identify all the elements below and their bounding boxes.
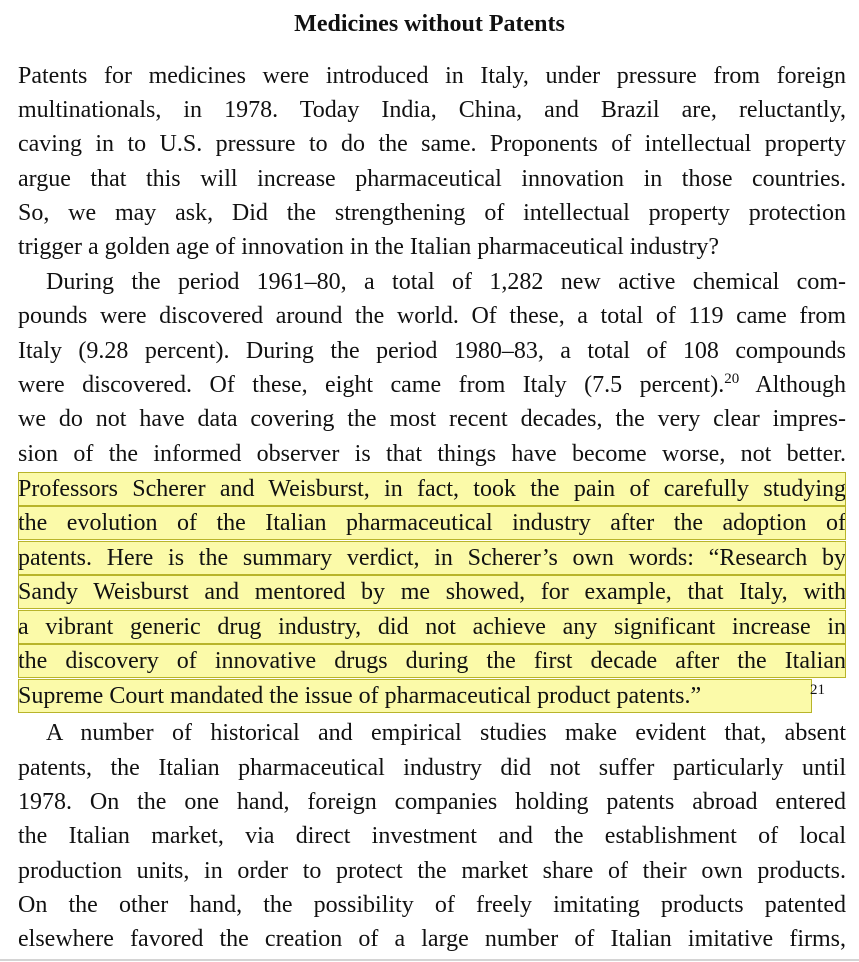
paragraph-3-line: A number of historical and empirical studies make evident that, absent — [46, 720, 846, 746]
highlighted-line: a vibrant generic drug industry, did not achieve any significant increase in — [18, 610, 846, 644]
highlighted-line: patents. Here is the summary verdict, in Scherer’s own words: “Research by — [18, 541, 846, 575]
highlighted-line: Professors Scherer and Weisburst, in fact, took the pain of carefully studying — [18, 472, 846, 506]
paragraph-3-line: patents, the Italian pharmaceutical industry did not suffer particularly until — [18, 755, 846, 781]
paragraph-3-line: elsewhere favored the creation of a large number of Italian imitative firms, — [18, 926, 846, 952]
paragraph-3-line: production units, in order to protect the market share of their own products. — [18, 858, 846, 884]
paragraph-1-line: Patents for medicines were introduced in Italy, under pressure from foreign — [18, 63, 846, 89]
highlighted-line: the evolution of the Italian pharmaceutical industry after the adoption of — [18, 506, 846, 540]
highlighted-line: Sandy Weisburst and mentored by me showed, for example, that Italy, with — [18, 575, 846, 609]
paragraph-2-text: were discovered. Of these, eight came from Italy (7.5 percent). — [18, 372, 725, 398]
section-title: Medicines without Patents — [294, 11, 565, 37]
paragraph-3-line: 1978. On the one hand, foreign companies holding patents abroad entered — [18, 789, 846, 815]
paragraph-2-text: Although — [739, 372, 847, 398]
footnote-ref-20: 20 — [724, 371, 740, 387]
paragraph-3-line: On the other hand, the possibility of freely imitating products patented — [18, 892, 846, 918]
paragraph-3-line: the Italian market, via direct investment and the establishment of local — [18, 823, 846, 849]
paragraph-2-line — [18, 368, 846, 402]
paragraph-1-line: argue that this will increase pharmaceutical innovation in those countries. — [18, 166, 846, 192]
paragraph-2-line: we do not have data covering the most recent decades, the very clear impres- — [18, 406, 846, 432]
page-edge-divider — [0, 959, 859, 961]
footnote-ref-21: 21 — [810, 682, 825, 698]
paragraph-1-line: multinationals, in 1978. Today India, China, and Brazil are, reluctantly, — [18, 97, 846, 123]
paragraph-2-line: sion of the informed observer is that things have become worse, not better. — [18, 441, 846, 467]
paragraph-2-line: Italy (9.28 percent). During the period 1980–83, a total of 108 compounds — [18, 338, 846, 364]
paragraph-1-line: So, we may ask, Did the strengthening of intellectual property protection — [18, 200, 846, 226]
paragraph-1-line: caving in to U.S. pressure to do the same. Proponents of intellectual property — [18, 131, 846, 157]
highlighted-line: the discovery of innovative drugs during the first decade after the Italian — [18, 644, 846, 678]
paragraph-2-line: During the period 1961–80, a total of 1,282 new active chemical com- — [46, 269, 846, 295]
paragraph-2-line: pounds were discovered around the world. Of these, a total of 119 came from — [18, 303, 846, 329]
highlighted-line: Supreme Court mandated the issue of pharmaceutical product patents.” — [18, 679, 812, 713]
paragraph-1-line: trigger a golden age of innovation in the Italian pharmaceutical industry? — [18, 234, 720, 260]
